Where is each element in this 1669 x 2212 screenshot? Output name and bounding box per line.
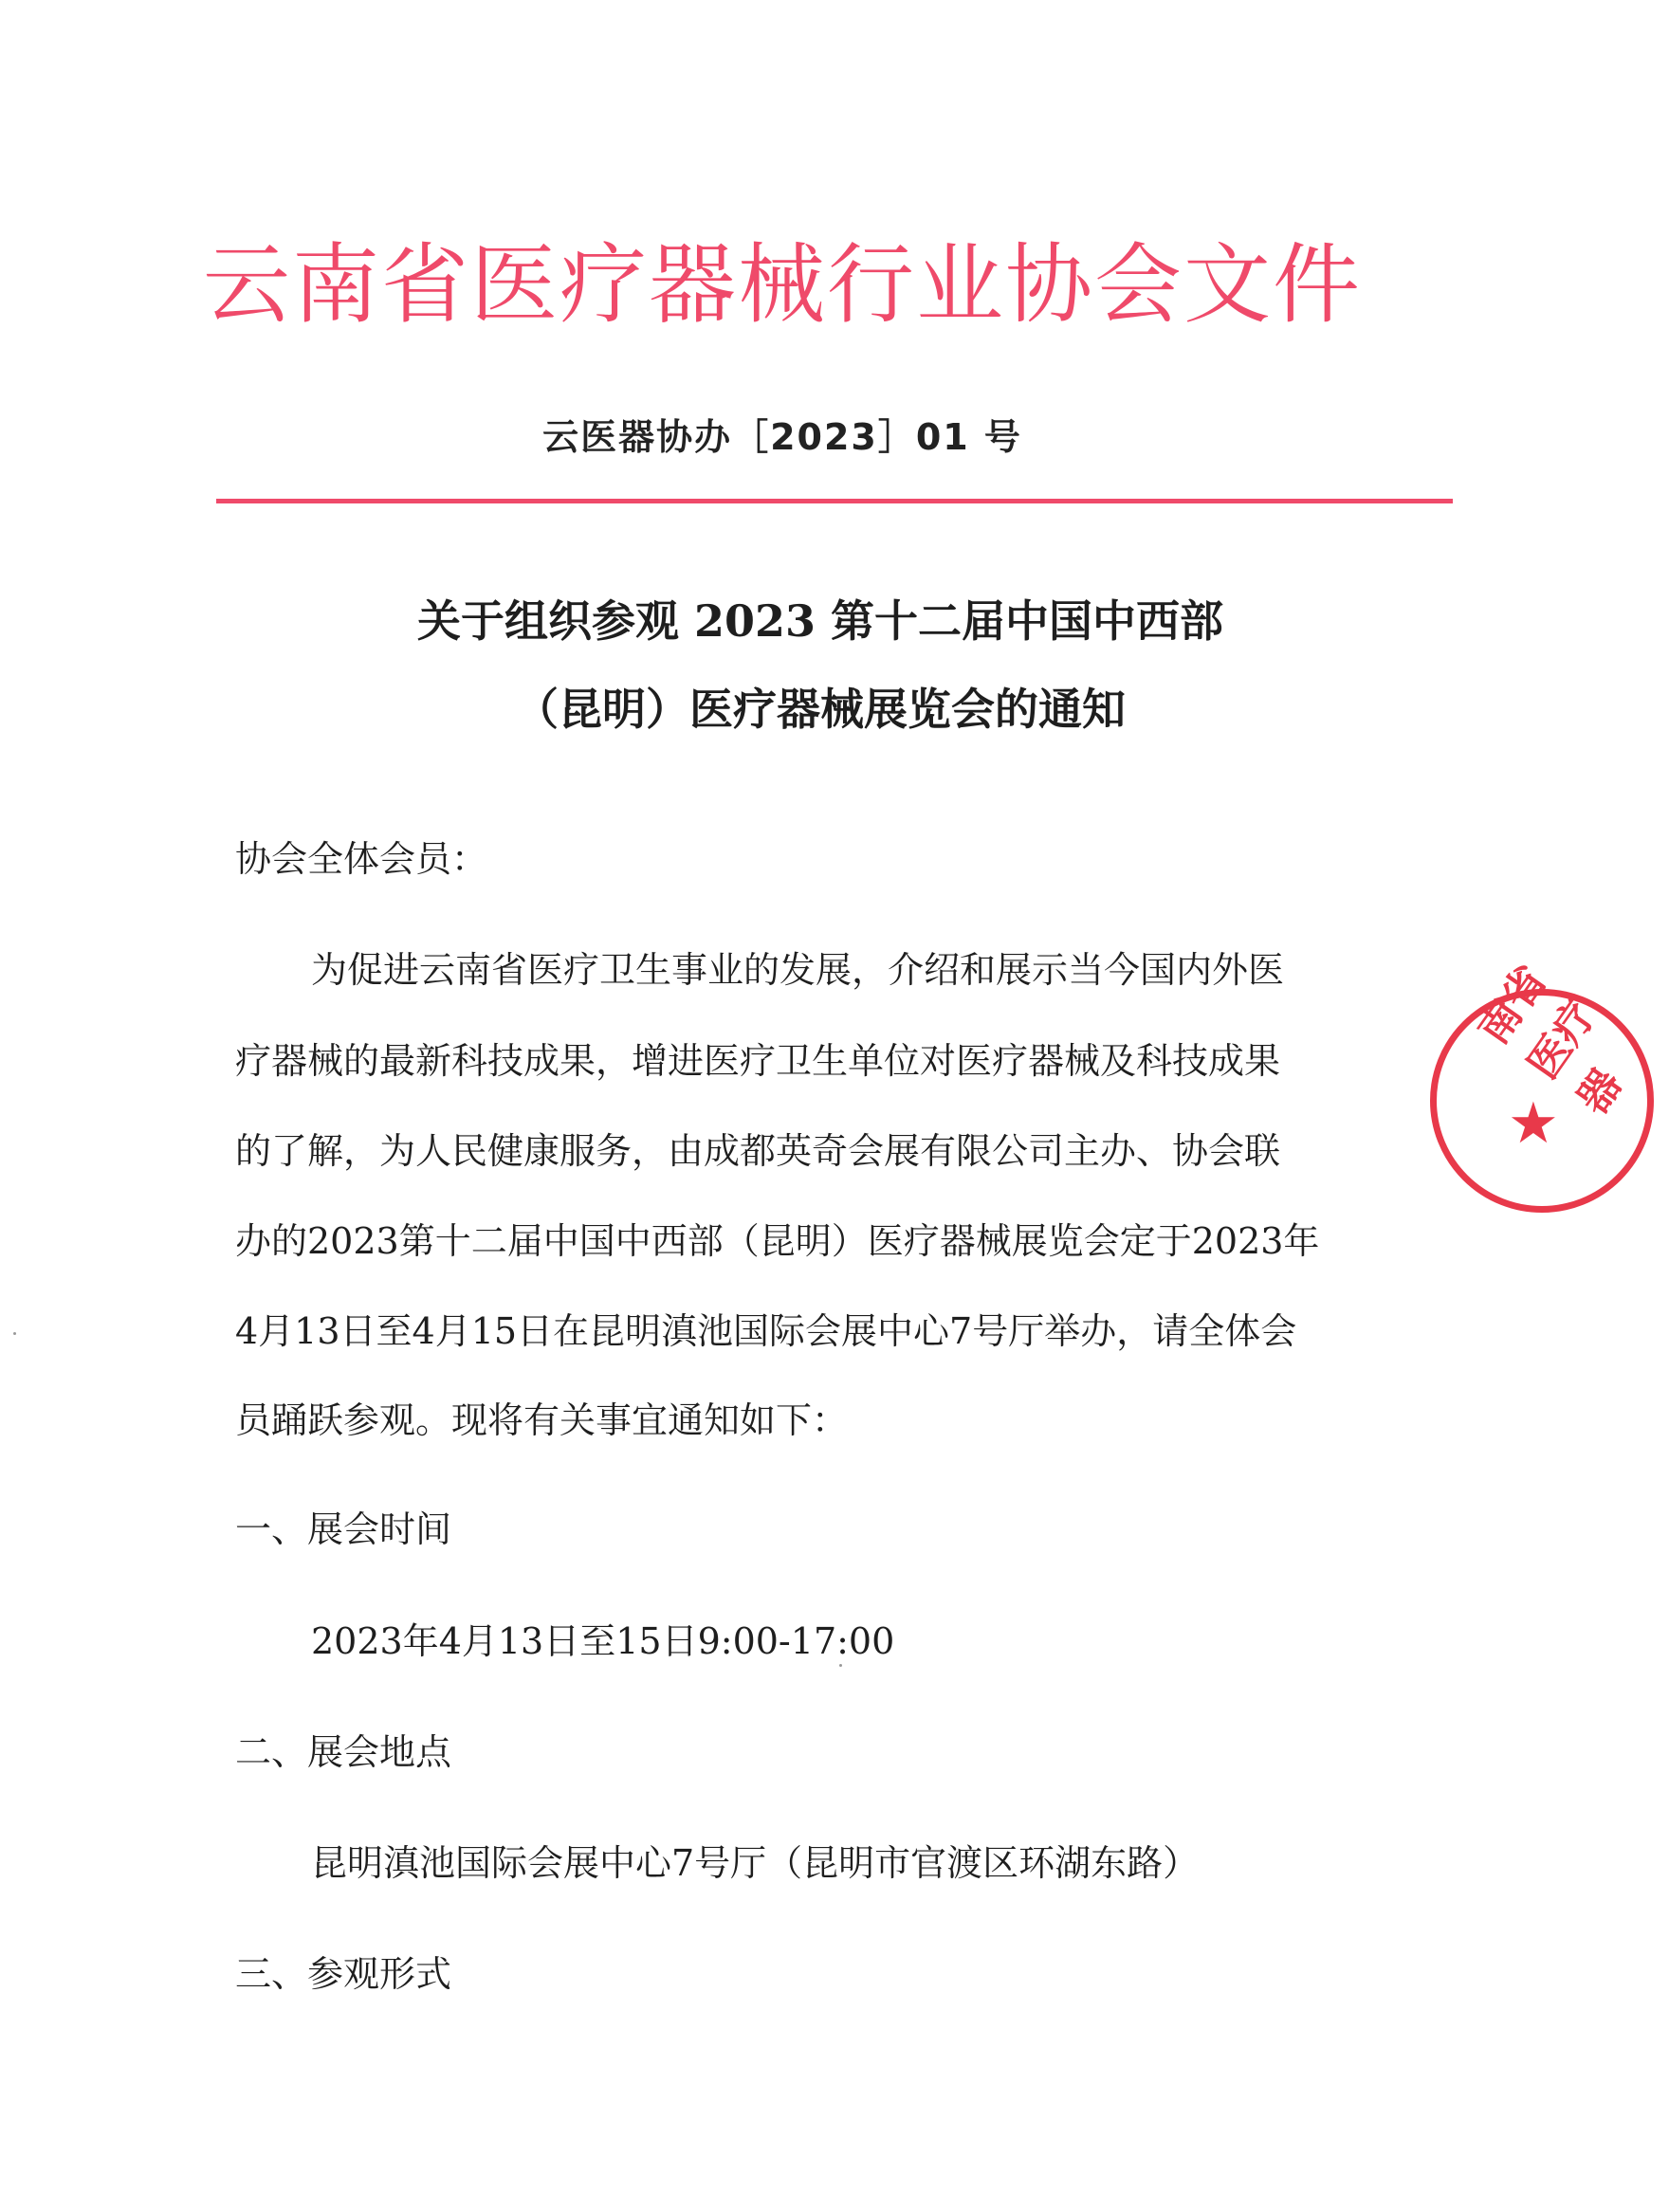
section-3-heading: 三、参观形式 (235, 1953, 452, 1995)
section-1-heading: 一、展会时间 (235, 1508, 452, 1550)
section-2-heading: 二、展会地点 (235, 1731, 452, 1773)
paragraph-line-4: 办的2023第十二届中国中西部（昆明）医疗器械展览会定于2023年 (235, 1220, 1320, 1262)
section-1-content: 2023年4月13日至15日9:00-17:00 (311, 1620, 895, 1662)
salutation: 协会全体会员： (235, 838, 488, 880)
header-red-rule (216, 499, 1453, 503)
scan-speck (13, 1332, 16, 1335)
notice-title-line-2: （昆明）医疗器械展览会的通知 (515, 684, 1126, 735)
org-header-title: 云南省医疗器械行业协会文件 (202, 234, 1362, 336)
document-number: 云医器协办［2023］01 号 (542, 416, 1022, 458)
scan-speck (839, 1664, 842, 1667)
paragraph-line-1: 为促进云南省医疗卫生事业的发展，介绍和展示当今国内外医 (311, 949, 1285, 991)
paragraph-line-6: 员踊跃参观。现将有关事宜通知如下： (235, 1399, 849, 1441)
paragraph-line-3: 的了解，为人民健康服务，由成都英奇会展有限公司主办、协会联 (235, 1130, 1281, 1172)
seal-text: 南省医疗器 (1469, 957, 1632, 1123)
section-2-content: 昆明滇池国际会展中心7号厅（昆明市官渡区环湖东路） (311, 1842, 1200, 1884)
notice-title-line-1: 关于组织参观 2023 第十二届中国中西部 (416, 595, 1224, 647)
seal-star-icon: ★ (1508, 1090, 1559, 1157)
paragraph-line-2: 疗器械的最新科技成果，增进医疗卫生单位对医疗器械及科技成果 (235, 1040, 1281, 1082)
paragraph-line-5: 4月13日至4月15日在昆明滇池国际会展中心7号厅举办，请全体会 (235, 1310, 1297, 1352)
